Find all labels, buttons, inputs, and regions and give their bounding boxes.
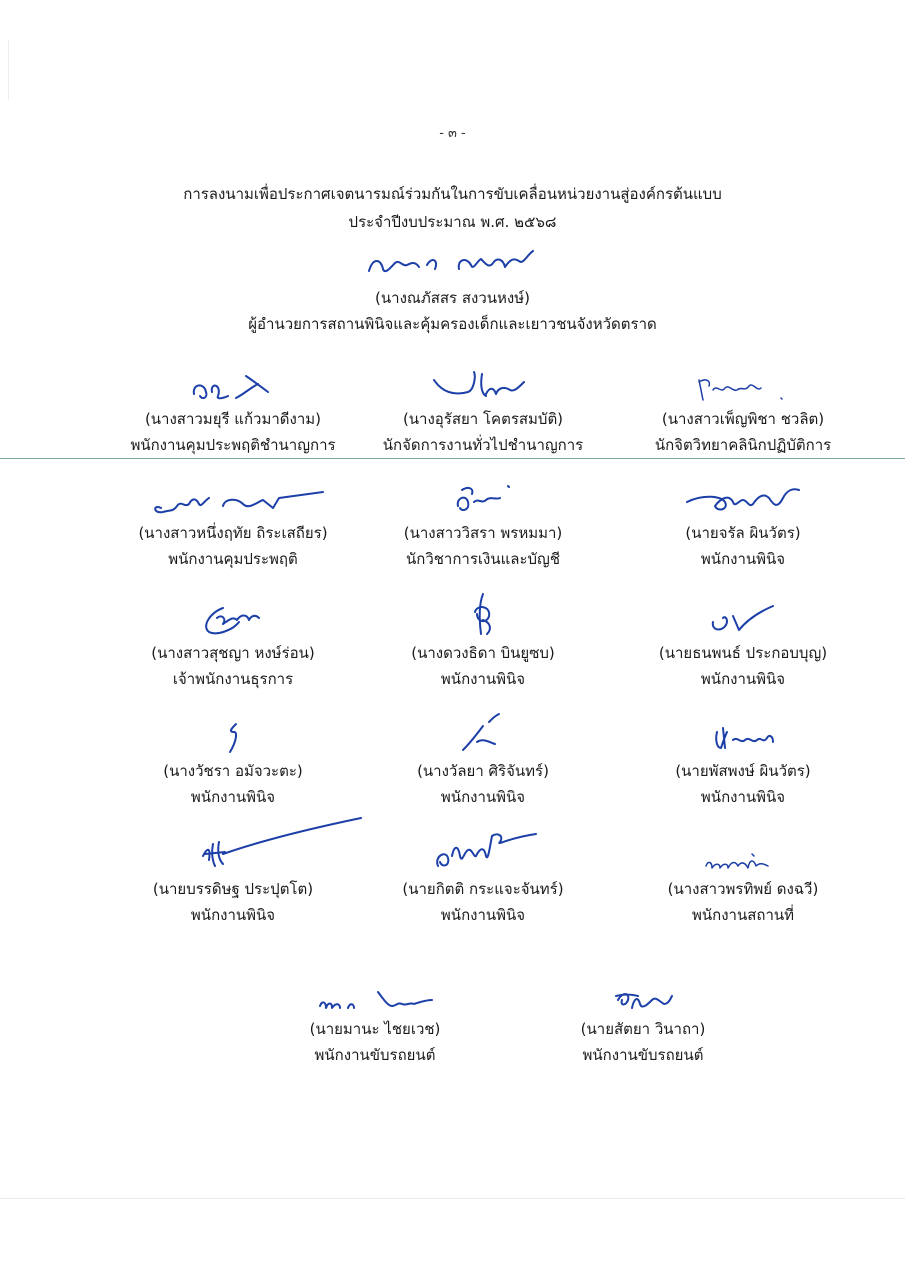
signatory-name: (นางสาววิสรา พรหมมา)	[403, 524, 563, 542]
signatory-name: (นายบรรดิษฐ ประปุตโต)	[152, 880, 314, 898]
signatory-name: (นางสาวเพ็ญพิชา ชวลิต)	[661, 410, 825, 428]
signatory-position: พนักงานพินิจ	[700, 550, 786, 568]
signatory-position: พนักงานพินิจ	[190, 788, 276, 806]
signature	[338, 830, 628, 876]
signatory-name: (นางสาวสุชญา หงษ์ร่อน)	[151, 644, 315, 662]
signature	[598, 594, 888, 640]
signatory-block	[598, 712, 888, 810]
signatory-block	[598, 830, 888, 928]
scan-edge-mark	[8, 40, 9, 100]
signatory-position: เจ้าพนักงานธุรการ	[172, 670, 294, 688]
signature	[338, 594, 628, 640]
signature	[598, 474, 888, 520]
signatory-position: พนักงานคุมประพฤติ	[168, 550, 298, 568]
signature	[338, 712, 628, 758]
signatory-block	[598, 474, 888, 572]
director-signature	[0, 243, 905, 285]
signatory-name: (นายมานะ ไชยเวช)	[309, 1020, 441, 1038]
signatory-position: พนักงานพินิจ	[440, 788, 526, 806]
signature	[230, 970, 520, 1016]
director-position: ผู้อำนวยการสถานพินิจและคุ้มครองเด็กและเยาวชนจังหวัดตราด	[248, 315, 657, 333]
signature	[88, 830, 378, 876]
director-signature-block	[0, 243, 905, 337]
signature	[88, 712, 378, 758]
title-line-1: การลงนามเพื่อประกาศเจตนารมณ์ร่วมกันในการขับเคลื่อนหน่วยงานสู่องค์กรต้นแบบ	[183, 185, 722, 203]
signature	[88, 360, 378, 406]
signatory-name: (นายสัตยา วินาถา)	[580, 1020, 706, 1038]
signatory-block	[598, 594, 888, 692]
signatory-position: นักวิชาการเงินและบัญชี	[405, 550, 561, 568]
signatory-name: (นางอุรัสยา โคตรสมบัติ)	[402, 410, 564, 428]
signatory-position: พนักงานพินิจ	[190, 906, 276, 924]
signatory-block	[338, 830, 628, 928]
signature	[598, 830, 888, 876]
signatory-name: (นางสาวมยุรี แก้วมาดีงาม)	[144, 410, 322, 428]
signature	[88, 474, 378, 520]
signatory-position: พนักงานสถานที่	[691, 906, 795, 924]
signatory-block	[88, 830, 378, 928]
signature	[338, 360, 628, 406]
signatory-name: (นางวัลยา ศิริจันทร์)	[417, 762, 549, 780]
document-title	[0, 180, 905, 236]
signatory-block	[230, 970, 520, 1068]
director-name: (นางณภัสสร สงวนหงษ์)	[375, 289, 530, 307]
title-line-2: ประจำปีงบประมาณ พ.ศ. ๒๕๖๘	[348, 213, 557, 231]
signatory-block	[598, 360, 888, 458]
signatory-position: พนักงานขับรถยนต์	[314, 1046, 436, 1064]
signatory-position: พนักงานคุมประพฤติชำนาญการ	[130, 436, 336, 454]
signature	[88, 594, 378, 640]
signatory-position: นักจัดการงานทั่วไปชำนาญการ	[382, 436, 584, 454]
signatory-name: (นายกิตติ กระแจะจันทร์)	[402, 880, 564, 898]
signatory-name: (นางดวงธิดา บินยูซบ)	[411, 644, 555, 662]
signatory-name: (นายจรัล ผินวัตร)	[685, 524, 801, 542]
signatory-block	[88, 474, 378, 572]
signatory-position: พนักงานพินิจ	[700, 788, 786, 806]
scan-artifact-bottom	[0, 1198, 905, 1199]
signatory-block	[338, 712, 628, 810]
signatory-name: (นายธนพนธ์ ประกอบบุญ)	[658, 644, 828, 662]
signature	[338, 474, 628, 520]
signatory-block	[498, 970, 788, 1068]
signatory-block	[338, 594, 628, 692]
signatory-position: พนักงานพินิจ	[440, 906, 526, 924]
scan-artifact-line	[0, 458, 905, 459]
signatory-block	[338, 474, 628, 572]
signatory-name: (นางวัชรา อมัจวะตะ)	[163, 762, 303, 780]
signatory-block	[88, 360, 378, 458]
signatory-block	[88, 594, 378, 692]
signature	[598, 360, 888, 406]
page-number: - ๓ -	[439, 126, 466, 141]
signatory-block	[338, 360, 628, 458]
signature	[498, 970, 788, 1016]
signatory-name: (นางสาวพรทิพย์ ดงฉวี)	[667, 880, 819, 898]
signatory-name: (นางสาวหนึ่งฤทัย ถิระเสถียร)	[138, 524, 328, 542]
signatory-position: พนักงานพินิจ	[440, 670, 526, 688]
signatory-position: พนักงานพินิจ	[700, 670, 786, 688]
signatory-block	[88, 712, 378, 810]
signatory-name: (นายพัสพงษ์ ผินวัตร)	[675, 762, 811, 780]
signatory-position: นักจิตวิทยาคลินิกปฏิบัติการ	[654, 436, 832, 454]
signatory-position: พนักงานขับรถยนต์	[582, 1046, 704, 1064]
signature	[598, 712, 888, 758]
